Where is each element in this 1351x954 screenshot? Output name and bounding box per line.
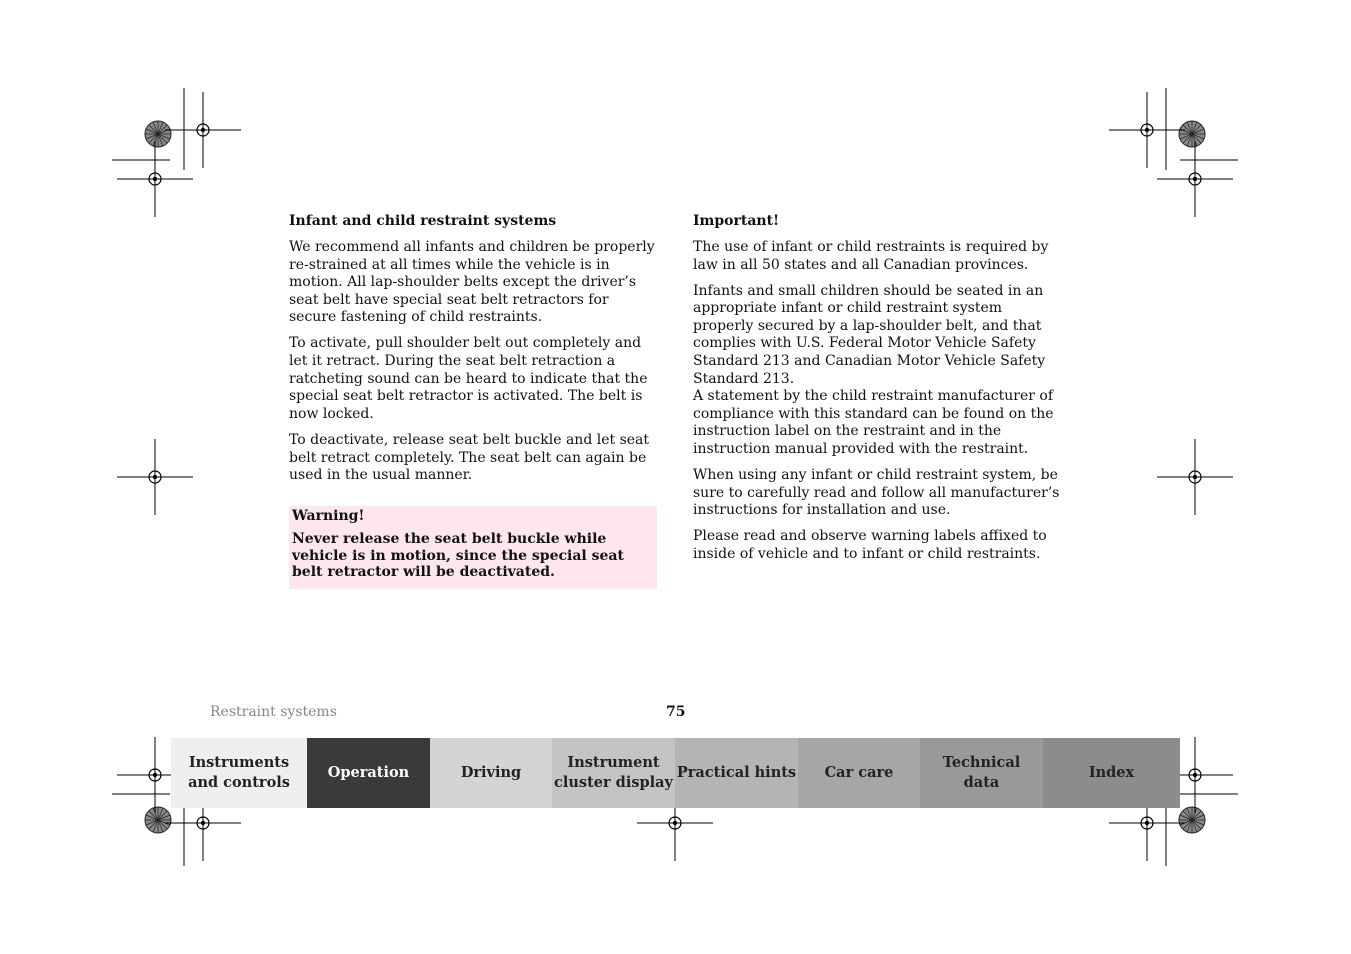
page-number: 75 [666, 704, 686, 720]
left-column [289, 212, 657, 589]
tab-instruments-and-controls[interactable]: Instruments and controls [171, 738, 307, 808]
warning-body: Never release the seat belt buckle while vehicle is in motion, since the special seat belt retractor will be deactivated. [292, 531, 624, 581]
paragraph: We recommend all infants and children be properly re-strained at all times while the vehicle is in motion. All lap-shoulder belts except the driver’s seat belt have special seat belt retractors for secure fastening of child restraints. [289, 239, 655, 326]
chapter-nav [171, 738, 1180, 808]
section-heading: Infant and child restraint systems [289, 213, 557, 229]
paragraph: To activate, pull shoulder belt out completely and let it retract. During the seat belt retraction a ratcheting sound can be heard to indicate that the special seat belt retractor is activated. The belt is now locked. [289, 335, 648, 422]
warning-title: Warning! [292, 507, 365, 524]
tab-car-care[interactable]: Car care [798, 738, 920, 808]
paragraph: Infants and small children should be seated in an appropriate infant or child restraint system properly secured by a lap-shoulder belt, and that complies with U.S. Federal Motor Vehicle Safety Standard 213 and Canadian Motor Vehicle Safety Standard 213. [693, 282, 1046, 387]
tab-index[interactable]: Index [1043, 738, 1180, 808]
paragraph: Please read and observe warning labels affixed to inside of vehicle and to infant or child restraints. [693, 528, 1047, 562]
paragraph: When using any infant or child restraint system, be sure to carefully read and follow all manufacturer’s instructions for installation and use. [693, 467, 1060, 519]
tab-practical-hints[interactable]: Practical hints [675, 738, 798, 808]
tab-driving[interactable]: Driving [430, 738, 552, 808]
paragraph: The use of infant or child restraints is required by law in all 50 states and all Canadian provinces. [693, 239, 1049, 273]
warning-box [289, 506, 657, 589]
tab-technical-data[interactable]: Technical data [920, 738, 1043, 808]
tab-operation[interactable]: Operation [307, 738, 430, 808]
paragraph: A statement by the child restraint manufacturer of compliance with this standard can be found on the instruction label on the restraint and in the instruction manual provided with the restraint. [693, 388, 1054, 458]
important-heading: Important! [693, 213, 780, 229]
tab-instrument-cluster-display[interactable]: Instrument cluster display [552, 738, 675, 808]
right-column [693, 212, 1061, 572]
paragraph: To deactivate, release seat belt buckle and let seat belt retract completely. The seat belt can again be used in the usual manner. [289, 431, 650, 484]
footer-section-title: Restraint systems [210, 704, 337, 720]
